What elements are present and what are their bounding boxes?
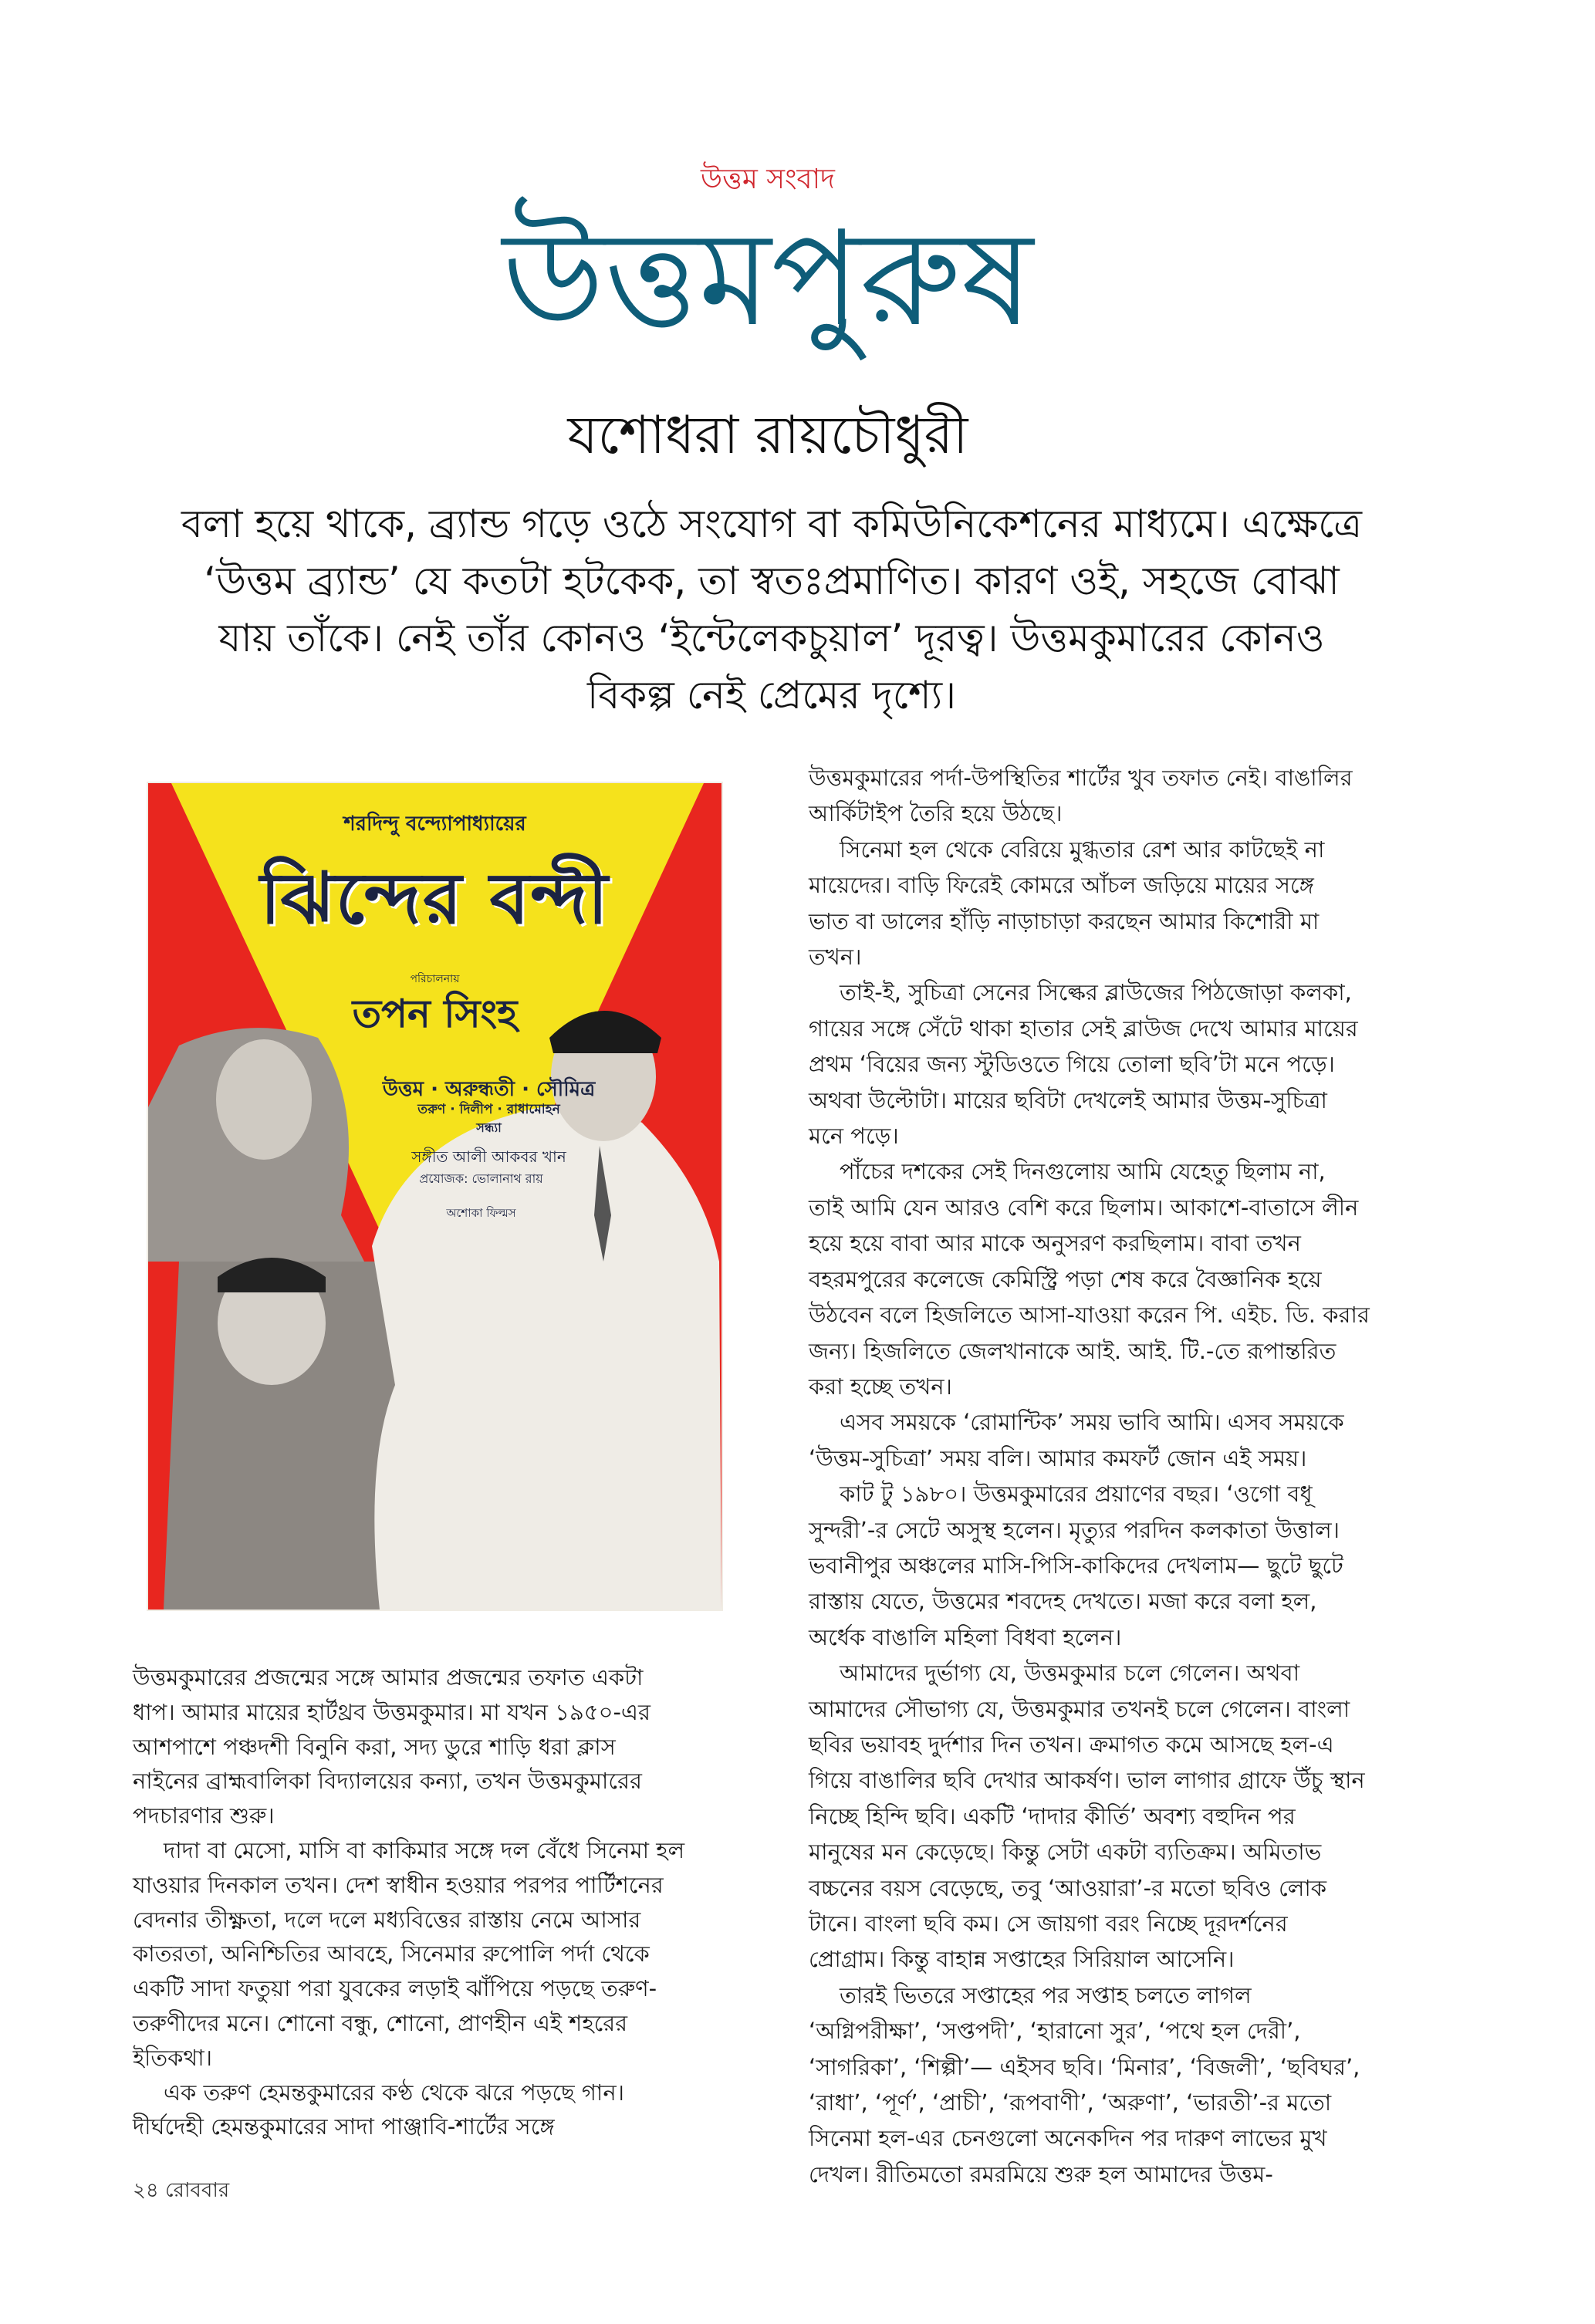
text-line: তাই আমি যেন আরও বেশি করে ছিলাম। আকাশে-বাতাসে লীন xyxy=(809,1194,1359,1221)
text-line: ‘উত্তম-সুচিত্রা’ সময় বলি। আমার কমফর্ট জোন এই সময়। xyxy=(809,1444,1307,1471)
text-line: সুন্দরী’-র সেটে অসুস্থ হলেন। মৃত্যুর পরদিন কলকাতা উত্তাল। xyxy=(809,1516,1340,1543)
article-lede xyxy=(123,495,1420,724)
article-title: উত্তমপুরুষ xyxy=(502,203,1033,356)
poster-cast-2: তরুণ · দিলীপ · রাধামোহন xyxy=(417,1102,560,1117)
text-line: মায়েদের। বাড়ি ফিরেই কোমরে আঁচল জড়িয়ে মায়ের সঙ্গে xyxy=(809,872,1314,899)
text-line: ভবানীপুর অঞ্চলের মাসি-পিসি-কাকিদের দেখলাম— ছুটে ছুটে xyxy=(809,1552,1343,1579)
poster-director: তপন সিংহ xyxy=(352,991,518,1036)
poster-music-credit: সঙ্গীত আলী আকবর খান xyxy=(411,1147,566,1166)
text-line: তখন। xyxy=(809,944,862,971)
text-line: মানুষের মন কেড়েছে। কিন্তু সেটা একটা ব্যতিক্রম। অমিতাভ xyxy=(809,1839,1322,1866)
text-line: দাদা বা মেসো, মাসি বা কাকিমার সঙ্গে দল বেঁধে সিনেমা হল xyxy=(164,1836,685,1863)
text-line: দেখল। রীতিমতো রমরমিয়ে শুরু হল আমাদের উত্তম- xyxy=(809,2160,1273,2187)
poster-author-text: শরদিন্দু বন্দ্যোপাধ্যায়ের xyxy=(343,812,526,836)
text-line: করা হচ্ছে তখন। xyxy=(809,1373,952,1400)
text-line: এসব সময়কে ‘রোমান্টিক’ সময় ভাবি আমি। এসব সময়কে xyxy=(840,1409,1344,1436)
text-line: নিচ্ছে হিন্দি ছবি। একটি ‘দাদার কীর্তি’ অবশ্য বহুদিন পর xyxy=(809,1802,1296,1829)
lede-line: ‘উত্তম ব্র্যান্ড’ যে কতটা হটকেক, তা স্বতঃপ্রমাণিত। কারণ ওই, সহজে বোঝা xyxy=(204,559,1340,603)
text-line: আশপাশে পঞ্চদশী বিনুনি করা, সদ্য ডুরে শাড়ি ধরা ক্লাস xyxy=(133,1733,616,1760)
text-line: আর্কিটাইপ তৈরি হয়ে উঠছে। xyxy=(809,800,1063,827)
text-line: বহরমপুরের কলেজে কেমিস্ট্রি পড়া শেষ করে বৈজ্ঞানিক হয়ে xyxy=(809,1265,1322,1292)
lede-line: বলা হয়ে থাকে, ব্র্যান্ড গড়ে ওঠে সংযোগ বা কমিউনিকেশনের মাধ্যমে। এক্ষেত্রে xyxy=(181,502,1363,546)
text-line: উত্তমকুমারের প্রজন্মের সঙ্গে আমার প্রজন্মের তফাত একটা xyxy=(133,1664,644,1691)
text-line: ছবির ভয়াবহ দুর্দশার দিন তখন। ক্রমাগত কমে আসছে হল-এ xyxy=(809,1731,1334,1758)
film-poster-image xyxy=(148,783,721,1610)
text-line: ‘রাধা’, ‘পূর্ণ’, ‘প্রাচী’, ‘রূপবাণী’, ‘অরুণা’, ‘ভারতী’-র মতো xyxy=(809,2089,1332,2116)
text-line: ইতিকথা। xyxy=(133,2044,212,2071)
text-line: কাতরতা, অনিশ্চিতির আবহে, সিনেমার রুপোলি পর্দা থেকে xyxy=(133,1941,650,1968)
text-line: বচ্চনের বয়স বেড়েছে, তবু ‘আওয়ারা’-র মতো ছবিও লোক xyxy=(809,1874,1327,1901)
text-line: আমাদের সৌভাগ্য যে, উত্তমকুমার তখনই চলে গেলেন। বাংলা xyxy=(809,1695,1350,1722)
poster-cast-1: উত্তম · অরুন্ধতী · সৌমিত্র xyxy=(382,1078,596,1101)
body-column-left xyxy=(133,1660,735,2144)
text-line: একটি সাদা ফতুয়া পরা যুবকের লড়াই ঝাঁপিয়ে পড়ছে তরুণ- xyxy=(133,1975,657,2002)
text-line: প্রথম ‘বিয়ের জন্য স্টুডিওতে গিয়ে তোলা ছবি’টা মনে পড়ে। xyxy=(809,1051,1335,1078)
text-line: গিয়ে বাঙালির ছবি দেখার আকর্ষণ। ভাল লাগার গ্রাফে উঁচু স্থান xyxy=(809,1767,1365,1794)
text-line: অথবা উল্টোটা। মায়ের ছবিটা দেখলেই আমার উত্তম-সুচিত্রা xyxy=(809,1086,1327,1113)
text-line: উত্তমকুমারের পর্দা-উপস্থিতির শার্টের খুব তফাত নেই। বাঙালির xyxy=(809,765,1353,791)
poster-producer-credit: প্রযোজক: ভোলানাথ রায় xyxy=(419,1171,543,1186)
text-line: বেদনার তীক্ষ্ণতা, দলে দলে মধ্যবিত্তের রাস্তায় নেমে আসার xyxy=(133,1906,641,1933)
text-line: এক তরুণ হেমন্তকুমারের কণ্ঠ থেকে ঝরে পড়ছে গান। xyxy=(164,2079,625,2106)
text-line: টানে। বাংলা ছবি কম। সে জায়গা বরং নিচ্ছে দূরদর্শনের xyxy=(809,1910,1288,1937)
text-line: কাট টু ১৯৮০। উত্তমকুমারের প্রয়াণের বছর। ‘ওগো বধূ xyxy=(840,1481,1313,1508)
poster-studio: অশোকা ফিল্মস xyxy=(446,1206,516,1220)
page-footer xyxy=(133,2174,229,2208)
section-kicker: উত্তম সংবাদ xyxy=(701,164,835,195)
text-line: মনে পড়ে। xyxy=(809,1123,899,1150)
text-line: উঠবেন বলে হিজলিতে আসা-যাওয়া করেন পি. এইচ. ডি. করার xyxy=(809,1302,1370,1329)
text-line: আমাদের দুর্ভাগ্য যে, উত্তমকুমার চলে গেলেন। অথবা xyxy=(840,1660,1300,1687)
lede-line: বিকল্প নেই প্রেমের দৃশ্যে। xyxy=(587,673,956,718)
text-line: ‘অগ্নিপরীক্ষা’, ‘সপ্তপদী’, ‘হারানো সুর’, ‘পথে হল দেরী’, xyxy=(809,2018,1301,2045)
text-line: ‘সাগরিকা’, ‘শিল্পী’— এইসব ছবি। ‘মিনার’, ‘বিজলী’, ‘ছবিঘর’, xyxy=(809,2053,1360,2080)
text-line: সিনেমা হল থেকে বেরিয়ে মুগ্ধতার রেশ আর কাটছেই না xyxy=(840,836,1325,863)
magazine-name: রোববার xyxy=(165,2179,230,2202)
text-line: হয়ে হয়ে বাবা আর মাকে অনুসরণ করছিলাম। বাবা তখন xyxy=(809,1230,1301,1257)
text-line: প্রোগ্রাম। কিন্তু বাহান্ন সপ্তাহের সিরিয়াল আসেনি। xyxy=(809,1946,1235,1973)
poster-cast-3: সন্ধ্যা xyxy=(476,1120,502,1135)
text-line: তাই-ই, সুচিত্রা সেনের সিল্কের ব্লাউজের পিঠজোড়া কলকা, xyxy=(840,979,1352,1006)
text-line: তরুণীদের মনে। শোনো বন্ধু, শোনো, প্রাণহীন এই শহরের xyxy=(133,2009,628,2036)
text-line: পদচারণার শুরু। xyxy=(133,1802,275,1829)
text-line: যাওয়ার দিনকাল তখন। দেশ স্বাধীন হওয়ার পরপর পার্টিশনের xyxy=(133,1871,664,1898)
text-line: তারই ভিতরে সপ্তাহের পর সপ্তাহ চলতে লাগল xyxy=(840,1981,1252,2008)
lede-line: যায় তাঁকে। নেই তাঁর কোনও ‘ইন্টেলেকচুয়াল’ দূরত্ব। উত্তমকুমারের কোনও xyxy=(218,616,1325,660)
text-line: রাস্তায় যেতে, উত্তমের শবদেহ দেখতে। মজা করে বলা হল, xyxy=(809,1588,1317,1615)
text-line: পাঁচের দশকের সেই দিনগুলোয় আমি যেহেতু ছিলাম না, xyxy=(840,1158,1326,1185)
article-author: যশোধরা রায়চৌধুরী xyxy=(567,405,968,466)
text-line: সিনেমা হল-এর চেনগুলো অনেকদিন পর দারুণ লাভের মুখ xyxy=(809,2125,1327,2152)
text-line: দীর্ঘদেহী হেমন্তকুমারের সাদা পাঞ্জাবি-শার্টের সঙ্গে xyxy=(133,2113,555,2140)
poster-director-label: পরিচালনায় xyxy=(410,973,460,985)
text-line: নাইনের ব্রাহ্মবালিকা বিদ্যালয়ের কন্যা, তখন উত্তমকুমারের xyxy=(133,1768,642,1795)
poster-film-title: ঝিন্দের বন্দী xyxy=(260,857,610,940)
text-line: ধাপ। আমার মায়ের হার্টথ্রব উত্তমকুমার। মা যখন ১৯৫০-এর xyxy=(133,1698,651,1725)
text-line: ভাত বা ডালের হাঁড়ি নাড়াচাড়া করছেন আমার কিশোরী মা xyxy=(809,907,1320,934)
text-line: জন্য। হিজলিতে জেলখানাকে আই. আই. টি.-তে রূপান্তরিত xyxy=(809,1337,1336,1364)
page-number: ২৪ xyxy=(133,2179,159,2202)
text-line: গায়ের সঙ্গে সেঁটে থাকা হাতার সেই ব্লাউজ দেখে আমার মায়ের xyxy=(809,1015,1358,1042)
text-line: অর্ধেক বাঙালি মহিলা বিধবা হলেন। xyxy=(809,1623,1122,1650)
body-column-right xyxy=(809,760,1411,2192)
